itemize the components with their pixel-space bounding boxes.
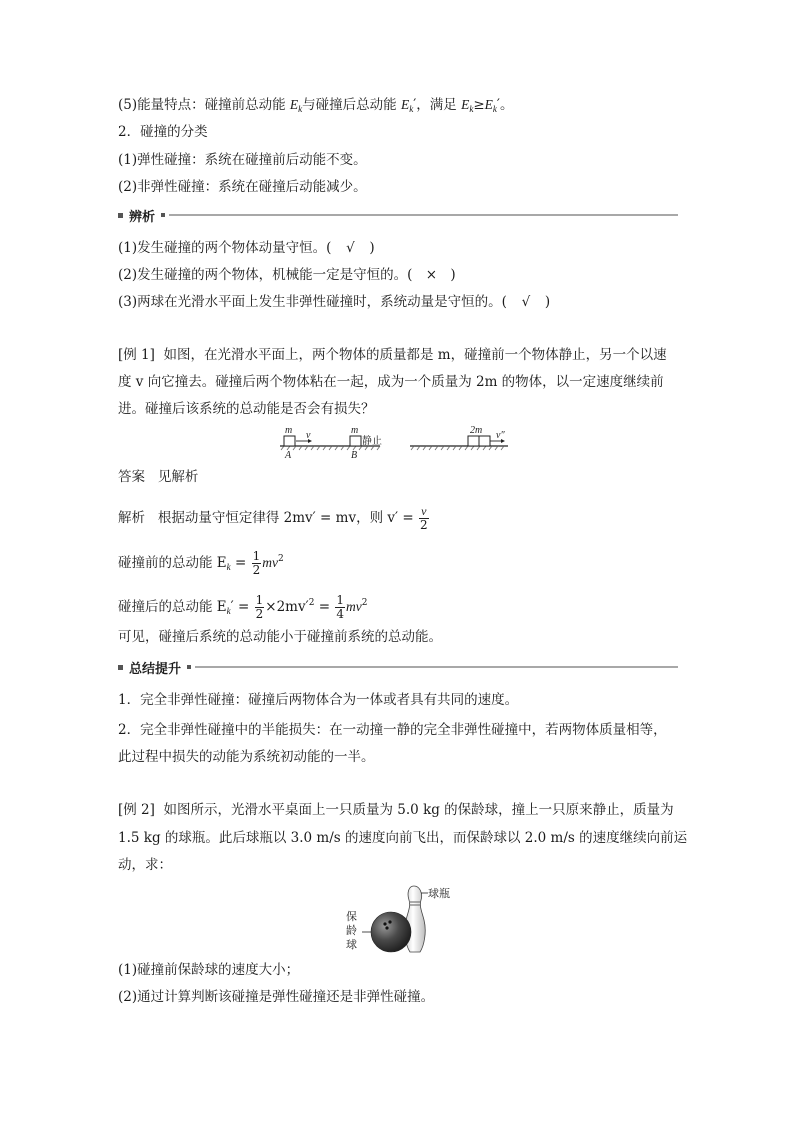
analysis-item-2 [118,265,456,285]
summary-heading [118,657,678,677]
text: mv [262,555,278,570]
collision-diagram [280,422,510,462]
divider [169,214,678,216]
text: ) [544,294,551,310]
text: = [314,599,331,615]
mass-label: m [285,425,293,436]
mass-label: m [351,425,359,436]
example-tag: [例 1] [118,347,155,363]
bowling-ball-icon [371,912,411,952]
subscript: k [298,104,303,114]
ball-label: 龄 [346,924,357,937]
point-a-label: A [285,450,292,461]
subscript: k [492,104,497,114]
superscript: 2 [361,598,368,608]
symbol: E [461,97,470,112]
mass-label: 2m [470,425,483,436]
example2-line1 [118,800,674,820]
analysis-item-3 [118,292,550,312]
text: ) [369,240,375,256]
bullet-square-icon [187,665,191,669]
summary-item-2-line1: 2．完全非弹性碰撞中的半能损失：在一动撞一静的完全非弹性碰撞中，若两物体质量相等， [118,722,667,738]
bullet-square-icon [118,665,123,670]
subscript: k [409,104,414,114]
example1-line3: 进。碰撞后该系统的总动能是否会有损失？ [118,401,375,417]
ge-sign: ≥ [473,97,485,113]
subscript: k [469,104,474,114]
example-tag: [例 2] [118,802,155,818]
summary-item-2-line2: 此过程中损失的动能为系统初动能的一半。 [118,749,375,765]
heading-label: 总结提升 [129,661,182,677]
block-combined-left [468,436,479,446]
pin-label: 球瓶 [428,887,450,900]
ke-after-line [118,588,367,626]
block-a [284,436,295,446]
bullet-square-icon [118,213,123,218]
text: (5)能量特点：碰撞前总动能 [118,97,290,113]
symbol: E [484,97,493,112]
analysis-heading [118,205,678,225]
superscript: 2 [308,598,315,608]
text: 碰撞后的总动能 E [118,599,227,615]
block-b [350,436,361,446]
text: 如图，在光滑水平面上，两个物体的质量都是 m，碰撞前一个物体静止，另一个以速 [163,347,667,363]
fraction: $\frac{1}{2}$ [255,593,264,621]
answer-line [118,467,198,487]
example2-line3: 动，求： [118,857,172,873]
classification-title: 2．碰撞的分类 [118,124,208,140]
velocity-label: v [306,430,311,441]
bowling-diagram [340,880,460,956]
conclusion: 可见，碰撞后系统的总动能小于碰撞前系统的总动能。 [118,629,442,645]
example1-line2: 度 v 向它撞去。碰撞后两个物体粘在一起，成为一个质量为 2m 的物体，以一定速度继续前 [118,374,664,390]
prime: ′ [230,599,234,615]
text: ) [450,267,456,283]
text: 。 [499,97,514,113]
block-combined-right [479,436,490,446]
solution-line [118,503,430,533]
divider [195,666,678,668]
check-mark: √ [346,240,355,256]
text: 与碰撞后总动能 [302,97,401,113]
solution-text: 根据动量守恒定律得 2mv′ = mv，则 v′ = [157,510,414,526]
text: 如图所示，光滑水平桌面上一只质量为 5.0 kg 的保龄球，撞上一只原来静止，质量为 [163,802,674,818]
ball-label: 保 [346,910,357,923]
text: 碰撞前的总动能 E [118,555,227,571]
answer-label: 答案 [118,469,145,485]
text: mv [345,599,362,614]
example1-line1 [118,345,667,365]
velocity-label: v″ [496,430,505,441]
question-1: (1)碰撞前保龄球的速度大小； [118,962,300,978]
answer-text: 见解析 [157,469,199,485]
solution-label: 解析 [118,510,145,526]
text: = [230,555,247,571]
prime: ′ [413,97,417,113]
fraction: $\frac{1}{4}$ [336,593,344,621]
fraction: $\frac{v}{2}$ [419,504,428,532]
subscript: k [226,606,231,616]
heading-label: 辨析 [129,209,156,225]
symbol: E [289,97,299,112]
static-label: 静止 [362,436,382,447]
ke-before-line [118,544,284,582]
superscript: 2 [277,554,284,564]
text: ，满足 [416,97,462,113]
text: (3)两球在光滑水平面上发生非弹性碰撞时，系统动量是守恒的。( [118,294,507,310]
summary-item-1: 1．完全非弹性碰撞：碰撞后两物体合为一体或者具有共同的速度。 [118,692,519,708]
text: (2)发生碰撞的两个物体，机械能一定是守恒的。( [118,267,413,283]
analysis-item-1 [118,238,375,258]
text: (1)发生碰撞的两个物体动量守恒。( [118,240,332,256]
text: ×2mv′ [265,599,309,615]
example2-line2: 1.5 kg 的球瓶。此后球瓶以 3.0 m/s 的速度向前飞出，而保龄球以 2.0 m/s 的速度继续向前运 [118,830,688,846]
inelastic-collision: (2)非弹性碰撞：系统在碰撞后动能减少。 [118,179,367,195]
question-2: (2)通过计算判断该碰撞是弹性碰撞还是非弹性碰撞。 [118,989,435,1005]
bullet-square-icon [161,213,165,217]
check-mark: √ [521,294,531,310]
fraction: $\frac{1}{2}$ [252,549,261,577]
energy-feature-line [118,95,513,119]
text: = [233,599,250,615]
ball-label: 球 [346,938,357,951]
symbol: E [400,97,410,112]
cross-mark: × [425,267,438,283]
subscript: k [226,562,231,572]
point-b-label: B [351,450,358,461]
prime: ′ [496,97,500,113]
elastic-collision: (1)弹性碰撞：系统在碰撞前后动能不变。 [118,152,367,168]
